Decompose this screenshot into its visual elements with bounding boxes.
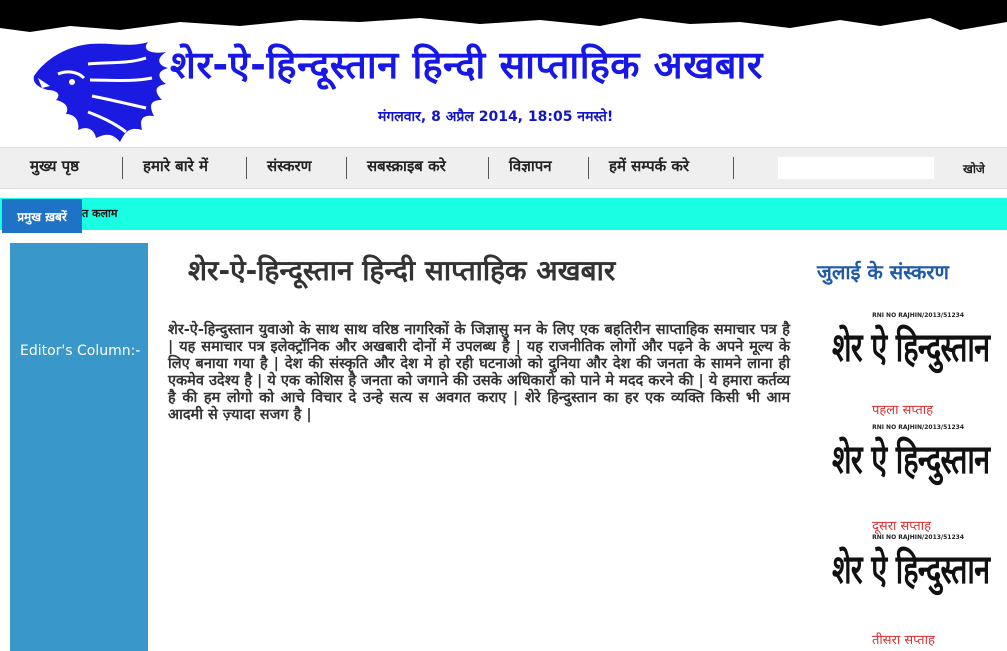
edition-masthead-image[interactable] (832, 534, 990, 612)
date-greeting: मंगलवार, 8 अप्रैल 2014, 18:05 नमस्ते! (378, 109, 614, 125)
main-nav-bar (0, 147, 1007, 189)
torn-paper-top-edge (0, 0, 1007, 38)
edition-caption[interactable]: पहला सप्ताह (872, 403, 934, 418)
nav-divider (122, 157, 123, 179)
editor-column-sidebar (10, 243, 148, 651)
edition-week-3[interactable] (832, 534, 990, 648)
lion-logo-icon (28, 34, 168, 146)
nav-divider (246, 157, 247, 179)
editions-heading: जुलाई के संस्करण (817, 260, 949, 284)
site-title: शेर-ऐ-हिन्दूस्तान हिन्दी साप्ताहिक अखबार (170, 43, 763, 87)
masthead-text: शेर ऐ हिन्दुस्तान (832, 325, 990, 371)
editor-column-label: Editor's Column:- (20, 343, 141, 359)
edition-caption[interactable]: दूसरा सप्ताह (872, 519, 931, 534)
nav-item-about[interactable]: हमारे बारे में (143, 157, 208, 175)
registration-number: RNI NO RAJHIN/2013/51234 (872, 312, 964, 319)
ticker-label: प्रमुख ख़बरें (2, 199, 82, 233)
nav-item-home[interactable]: मुख्य पृष्ठ (30, 157, 80, 175)
nav-item-contact[interactable]: हमें सम्पर्क करे (609, 157, 689, 175)
ticker-text[interactable]: त कलाम (82, 207, 118, 220)
registration-number: RNI NO RAJHIN/2013/51234 (872, 424, 964, 431)
search-input[interactable] (778, 157, 934, 179)
nav-divider (346, 157, 347, 179)
masthead-text: शेर ऐ हिन्दुस्तान (832, 547, 990, 593)
search-button[interactable]: खोजे (963, 162, 985, 176)
registration-number: RNI NO RAJHIN/2013/51234 (872, 534, 964, 541)
nav-divider (488, 157, 489, 179)
edition-caption[interactable]: तीसरा सप्ताह (872, 633, 935, 648)
article-body: शेर-ऐ-हिन्दुस्तान युवाओ के साथ साथ वरिष्ठ नागरिकों के जिज्ञासु मन के लिए एक बहतिरीन साप्ताहिक समाचार पत्र है | यह समाचार पत्र इलेक्ट्रॉनिक और अखबारी दोनों में उपलब्ध है | यह राजनीतिक लोगों और पढ़ने के अपने मूल्य के लिए बनाया गया है | देश की संस्कृति और देश मे हो रही घटनाओ को दुनिया और देश की जनता के सामने लाना ही एकमेव उदेश्य है | ये एक कोशिस है जनता को जगाने की उसके अधिकारो को पाने मे मदद करने की | ये हमारा कर्तव्य है की हम लोगो को आचे विचार दे उन्हे सत्य स अवगत कराए | शेरे हिन्दुस्तान का हर एक व्यक्ति किसी भी आम आदमी से ज़्यादा सजग है | (168, 322, 790, 423)
nav-item-subscribe[interactable]: सबस्क्राइब करे (367, 157, 446, 175)
edition-week-2[interactable] (832, 424, 990, 534)
news-ticker (0, 198, 1007, 230)
nav-item-advertise[interactable]: विज्ञापन (509, 157, 552, 175)
nav-divider (588, 157, 589, 179)
nav-divider (733, 157, 734, 179)
edition-masthead-image[interactable] (832, 312, 990, 390)
article-title: शेर-ऐ-हिन्दूस्तान हिन्दी साप्ताहिक अखबार (188, 254, 616, 287)
masthead-text: शेर ऐ हिन्दुस्तान (832, 437, 990, 483)
edition-week-1[interactable] (832, 312, 990, 418)
nav-item-editions[interactable]: संस्करण (267, 157, 312, 175)
edition-masthead-image[interactable] (832, 424, 990, 502)
